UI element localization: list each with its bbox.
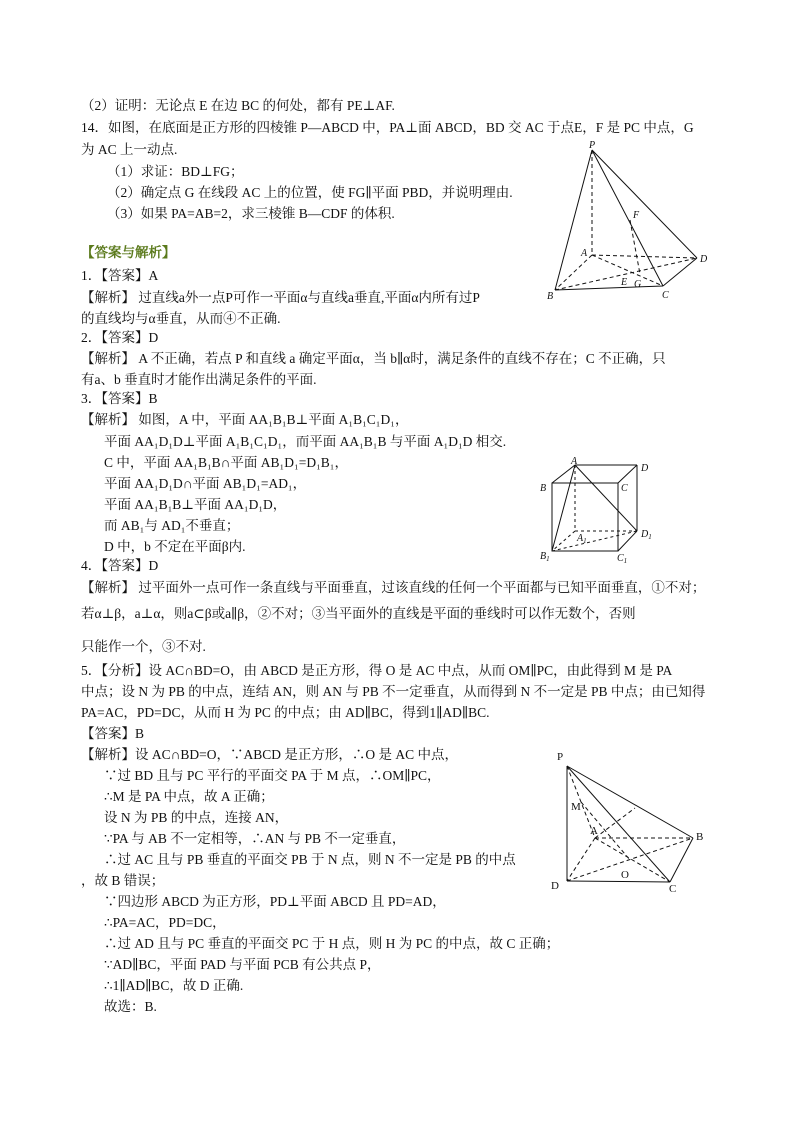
answer-line: 3．【答案】B (81, 391, 158, 406)
label-D: D (551, 880, 559, 892)
section-heading: 【答案与解析】 (81, 245, 176, 260)
label-B1: $B_1$ (540, 551, 550, 563)
answer-line: 2．【答案】D (81, 330, 159, 345)
text-line: D 中，b 不定在平面β内. (104, 539, 246, 554)
label-M: M (571, 801, 581, 813)
label-C: C (662, 290, 669, 300)
label-A1: $A_1$ (577, 533, 587, 545)
text-line: 只能作一个，③不对. (81, 639, 206, 654)
label-C: C (669, 883, 677, 895)
label-B: B (696, 831, 704, 843)
text-line: 【解析】设 AC∩BD=O，∵ABCD 是正方形，∴O 是 AC 中点， (81, 747, 459, 762)
text-line: 为 AC 上一动点. (81, 142, 178, 157)
label-E: E (621, 277, 628, 288)
text-line: 【解析】 A 不正确，若点 P 和直线 a 确定平面α，当 b∥α时，满足条件的直线不存在；C 不正确，只 (81, 351, 666, 366)
text-line: （3）如果 PA=AB=2，求三棱锥 B—CDF 的体积. (107, 206, 395, 221)
text-line: （1）求证：BD⊥FG； (107, 164, 244, 179)
text-line: ∴M 是 PA 中点，故 A 正确； (104, 789, 274, 804)
text-line: （2）证明：无论点 E 在边 BC 的何处，都有 PE⊥AF. (81, 98, 395, 113)
answer-line: 4．【答案】D (81, 558, 159, 573)
label-G: G (634, 279, 642, 290)
label-C1: $C_1$ (617, 553, 628, 565)
text-line: 【解析】 过平面外一点可作一条直线与平面垂直，过该直线的任何一个平面都与已知平面垂直，①不对； (81, 580, 706, 595)
text-line: 故选：B. (104, 999, 157, 1014)
text-line: 平面 AA₁D₁D∩平面 AB₁D₁=AD₁， (104, 476, 307, 491)
text-line: ∵PA 与 AB 不一定相等，∴AN 与 PB 不一定垂直， (104, 831, 406, 846)
text-line: ，故 B 错误； (81, 873, 165, 888)
label-O: O (621, 869, 629, 881)
label-B: B (540, 483, 547, 494)
text-line: ∵过 BD 且与 PC 平行的平面交 PA 于 M 点，∴OM∥PC， (104, 768, 441, 783)
answer-line: 1．【答案】A (81, 268, 159, 283)
text-line: C 中，平面 AA₁B₁B∩平面 AB₁D₁=D₁B₁， (104, 455, 348, 470)
text-line: （2）确定点 G 在线段 AC 上的位置，使 FG∥平面 PBD，并说明理由. (107, 185, 513, 200)
text-line: 的直线均与α垂直，从而④不正确. (81, 311, 281, 326)
text-line: ∴PA=AC，PD=DC， (104, 915, 226, 930)
label-A: A (590, 825, 598, 837)
answer-line: 【答案】B (81, 726, 145, 741)
text-line: PA=AC，PD=DC，从而 H 为 PC 的中点；由 AD∥BC，得到1∥AD∥BC. (81, 705, 490, 720)
label-A: A (581, 248, 588, 259)
text-line: 有a、b 垂直时才能作出满足条件的平面. (81, 372, 317, 387)
label-F: F (633, 210, 640, 221)
text-line: 平面 AA₁D₁D⊥平面 A₁B₁C₁D₁，而平面 AA₁B₁B 与平面 A₁D₁D 相交. (104, 434, 507, 449)
label-B: B (547, 291, 554, 300)
cube-figure (537, 457, 657, 567)
label-C: C (621, 483, 628, 494)
text-line: ∴过 AC 且与 PB 垂直的平面交 PB 于 N 点，则 N 不一定是 PB 的中点 (104, 852, 516, 867)
label-P: P (557, 751, 564, 763)
label-D: D (700, 254, 708, 265)
text-line: 设 N 为 PB 的中点，连接 AN， (104, 810, 289, 825)
question-14-line: 14．如图，在底面是正方形的四棱锥 P—ABCD 中，PA⊥面 ABCD，BD 交 AC 于点E，F 是 PC 中点，G (81, 120, 694, 135)
text-line: 平面 AA₁B₁B⊥平面 AA₁D₁D， (104, 497, 287, 512)
text-line: ∵AD∥BC，平面 PAD 与平面 PCB 有公共点 P， (104, 957, 381, 972)
pyramid-figure-2 (545, 746, 715, 896)
text-line: 【解析】 过直线a外一点P可作一平面α与直线a垂直,平面α内所有过P (81, 290, 480, 305)
pyramid-figure-1 (545, 140, 715, 300)
label-P: P (589, 140, 596, 151)
text-line: ∵四边形 ABCD 为正方形，PD⊥平面 ABCD 且 PD=AD， (104, 894, 446, 909)
text-line: 中点；设 N 为 PB 的中点，连结 AN，则 AN 与 PB 不一定垂直，从而得到 N 不一定是 PB 中点；由已知得 (81, 684, 706, 699)
text-line: 【解析】 如图，A 中，平面 AA₁B₁B⊥平面 A₁B₁C₁D₁， (81, 412, 409, 427)
label-D: D (641, 463, 649, 474)
text-line: 5．【分析】设 AC∩BD=O，由 ABCD 是正方形，得 O 是 AC 中点，从而 OM∥PC，由此得到 M 是 PA (81, 663, 673, 678)
label-D1: $D_1$ (641, 529, 652, 541)
text-line: 若α⊥β，a⊥α，则a⊂β或a∥β，②不对；③当平面外的直线是平面的垂线时可以作无数个，否则 (81, 606, 636, 621)
text-line: 而 AB₁与 AD₁不垂直； (104, 518, 240, 533)
text-line: ∴过 AD 且与 PC 垂直的平面交 PC 于 H 点，则 H 为 PC 的中点，故 C 正确； (104, 936, 560, 951)
text-line: ∴1∥AD∥BC，故 D 正确. (104, 978, 244, 993)
label-A: A (571, 457, 578, 467)
